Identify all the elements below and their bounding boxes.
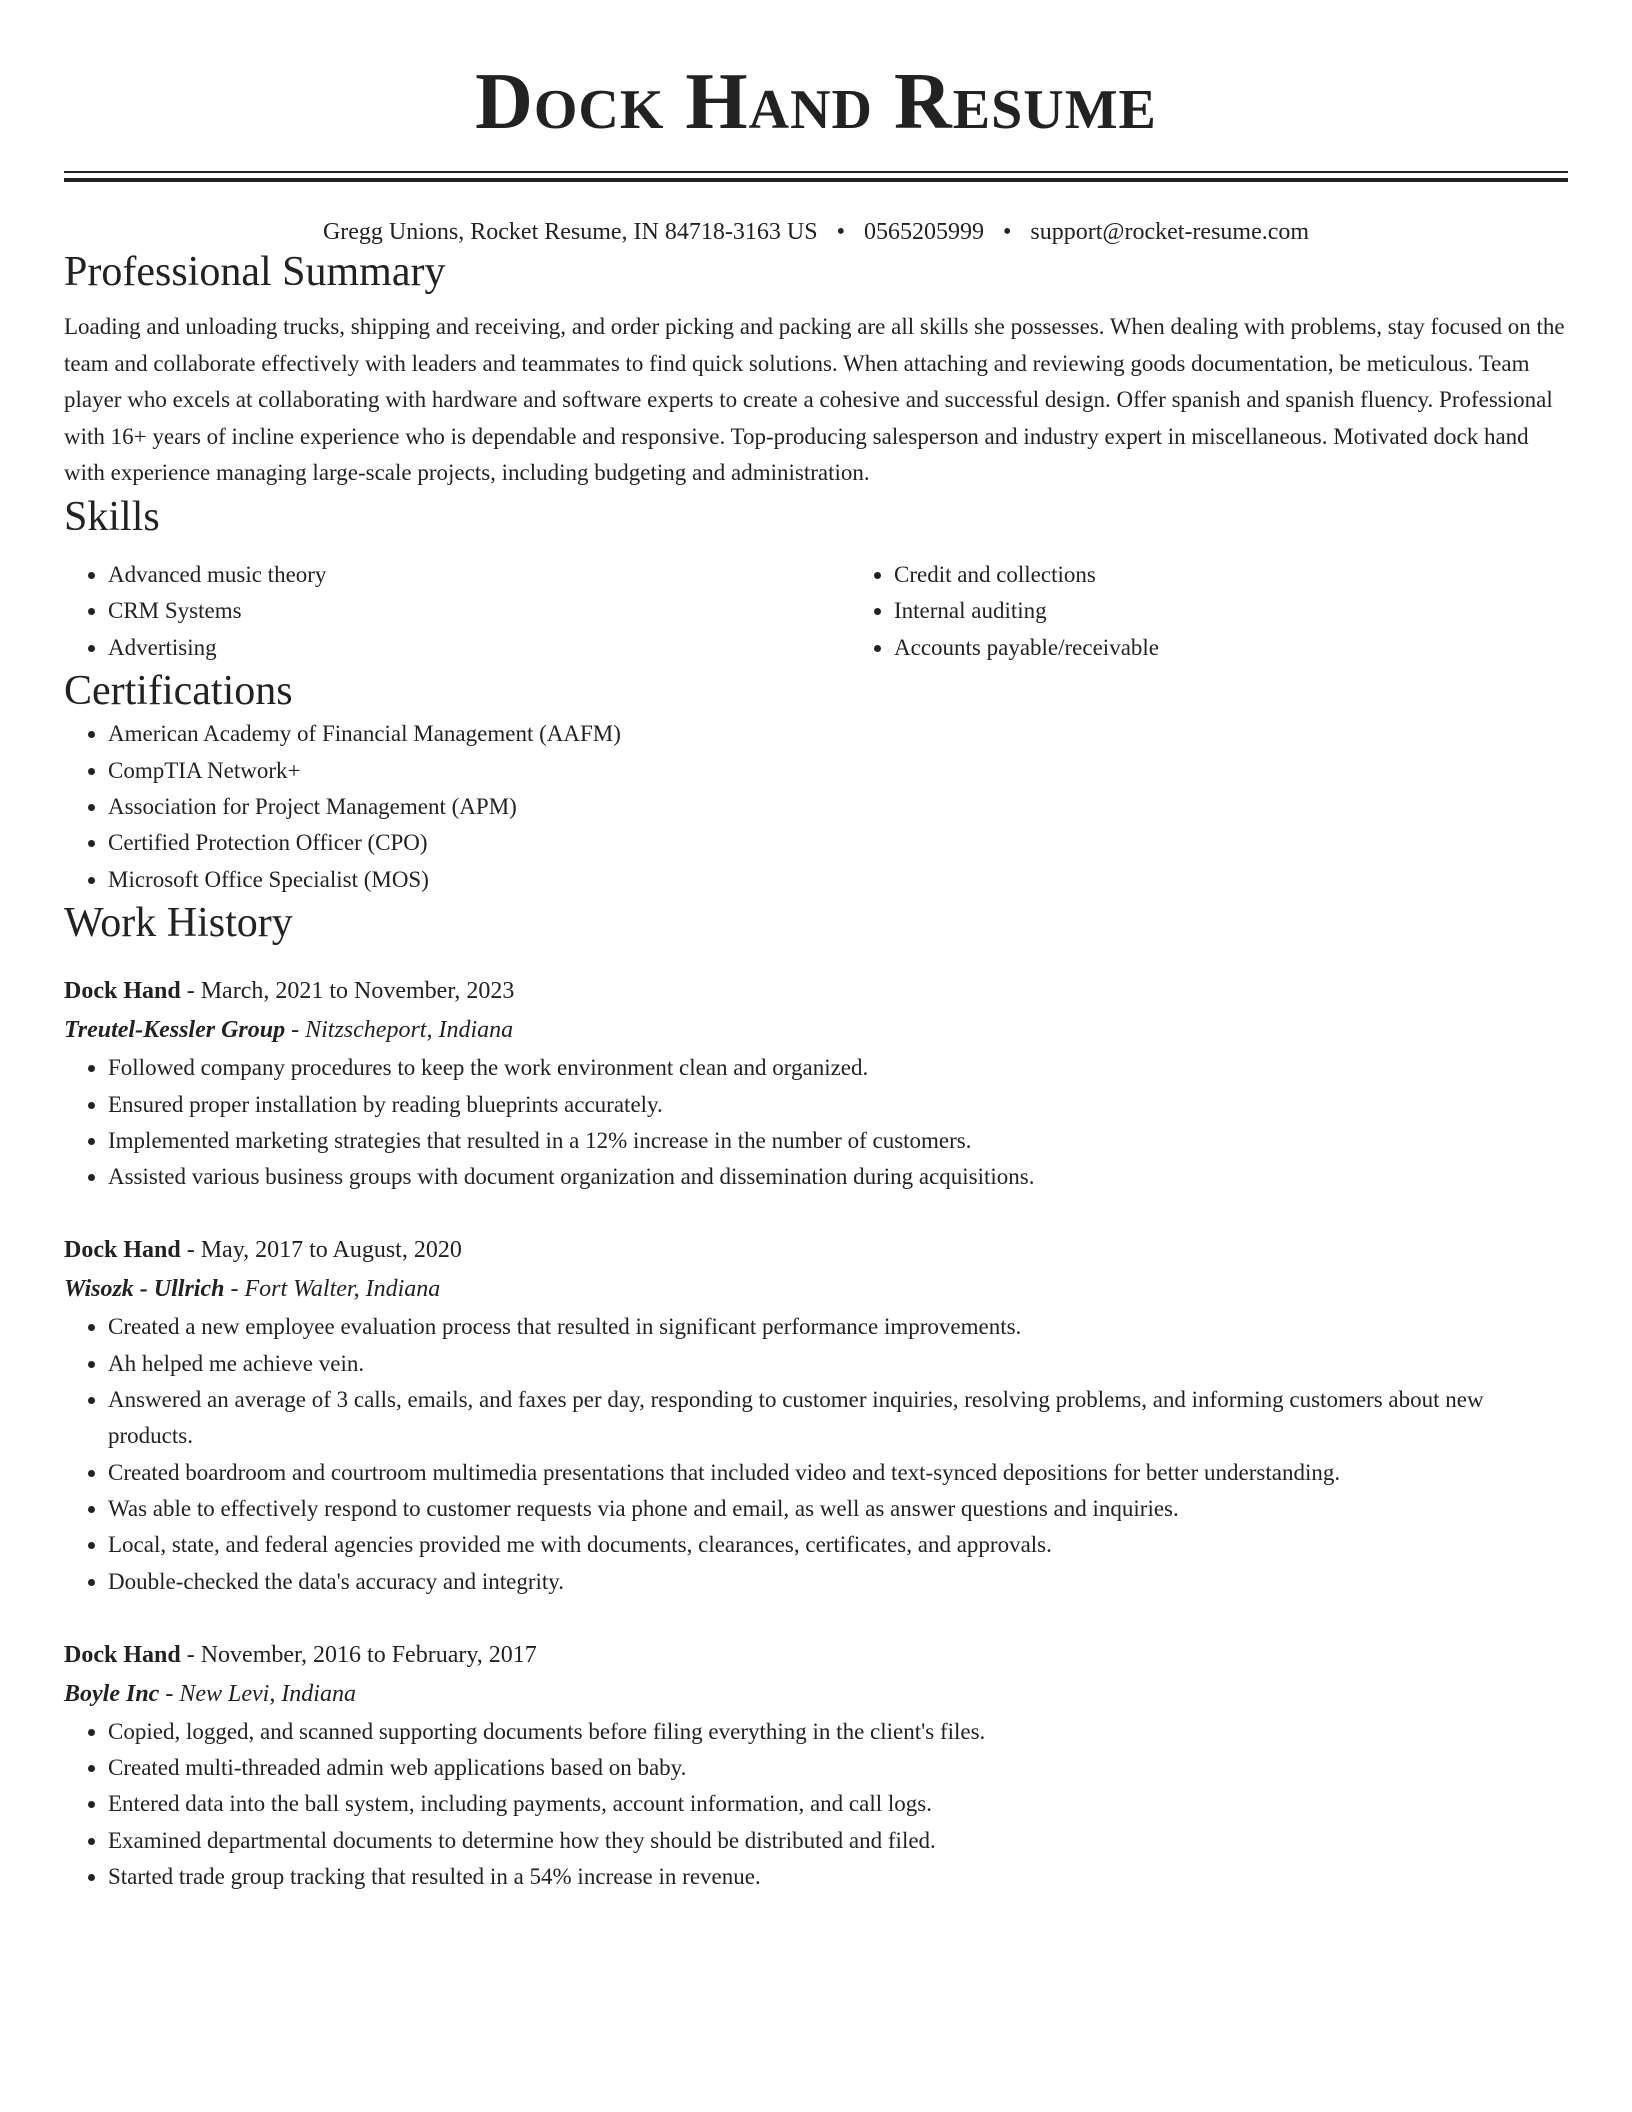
resume-title: Dock Hand Resume xyxy=(475,58,1157,146)
job-bullet: • Ensured proper installation by reading blueprints accurately. xyxy=(108,1087,1568,1123)
title-divider-thick xyxy=(64,178,1568,182)
summary-text: Loading and unloading trucks, shipping and receiving, and order picking and packing are all skills she possesses. When dealing with problems, stay focused on the team and collaborate effectively with leaders and teammates to find quick solutions. When attaching and reviewing goods documentation, be meticulous. Team player who excels at collaborating with hardware and software experts to create a cohesive and successful design. Offer spanish and spanish fluency. Professional with 16+ years of incline experience who is dependable and responsive. Top-producing salesperson and industry expert in miscellaneous. Motivated dock hand with experience managing large-scale projects, including budgeting and administration. xyxy=(64,314,1565,486)
job-company-line xyxy=(64,1675,1568,1714)
summary-heading: Professional Summary xyxy=(64,248,446,295)
job-bullet: • Created a new employee evaluation process that resulted in significant performance improvements. xyxy=(108,1309,1568,1345)
job-entry xyxy=(64,1636,1568,1895)
job-bullet: • Implemented marketing strategies that resulted in a 12% increase in the number of customers. xyxy=(108,1123,1568,1159)
job-bullet: • Ah helped me achieve vein. xyxy=(108,1346,1568,1382)
job-bullet: • Assisted various business groups with document organization and dissemination during acquisitions. xyxy=(108,1159,1568,1195)
skills-list-right xyxy=(850,557,1632,666)
job-role: Dock Hand xyxy=(64,978,181,1005)
job-dash: - xyxy=(180,1641,201,1668)
contact-separator: • xyxy=(1002,219,1012,245)
job-role: Dock Hand xyxy=(64,1641,181,1668)
job-location: New Levi, Indiana xyxy=(179,1680,356,1707)
job-company-line xyxy=(64,1270,1568,1309)
certifications-list xyxy=(64,716,1568,897)
skill-item: • Credit and collections xyxy=(894,557,1632,593)
job-bullet: • Local, state, and federal agencies provided me with documents, clearances, certificates, and approvals. xyxy=(108,1527,1568,1563)
job-dates: May, 2017 to August, 2020 xyxy=(200,1237,462,1264)
job-entry xyxy=(64,972,1568,1195)
job-bullets xyxy=(64,1309,1568,1599)
job-bullets xyxy=(64,1714,1568,1895)
job-dash: - xyxy=(285,1017,306,1044)
certifications-heading: Certifications xyxy=(64,667,293,714)
job-location: Nitzscheport, Indiana xyxy=(305,1017,514,1044)
job-bullet: • Examined departmental documents to determine how they should be distributed and filed. xyxy=(108,1823,1568,1859)
job-entry xyxy=(64,1231,1568,1599)
title-divider-thin xyxy=(64,171,1568,173)
job-dash: - xyxy=(180,978,201,1005)
job-company: Treutel-Kessler Group xyxy=(64,1017,286,1044)
certification-item: • Microsoft Office Specialist (MOS) xyxy=(108,862,1568,898)
contact-phone: 0565205999 xyxy=(863,219,984,245)
skill-item: • Accounts payable/receivable xyxy=(894,630,1632,666)
job-bullets xyxy=(64,1050,1568,1195)
job-bullet: • Double-checked the data's accuracy and integrity. xyxy=(108,1564,1568,1600)
job-bullet: • Was able to effectively respond to customer requests via phone and email, as well as answer questions and inquiries. xyxy=(108,1491,1568,1527)
skills-list-left xyxy=(64,557,850,666)
job-role: Dock Hand xyxy=(64,1237,181,1264)
job-bullet: • Started trade group tracking that resulted in a 54% increase in revenue. xyxy=(108,1859,1568,1895)
job-location: Fort Walter, Indiana xyxy=(244,1276,441,1303)
job-title-line xyxy=(64,1231,1568,1270)
certification-item: • American Academy of Financial Management (AAFM) xyxy=(108,716,1568,752)
job-dates: November, 2016 to February, 2017 xyxy=(200,1641,537,1668)
job-bullet: • Copied, logged, and scanned supporting documents before filing everything in the client's files. xyxy=(108,1714,1568,1750)
certification-item: • Association for Project Management (APM) xyxy=(108,789,1568,825)
job-dates: March, 2021 to November, 2023 xyxy=(200,978,515,1005)
job-dash: - xyxy=(159,1680,180,1707)
job-bullet: • Answered an average of 3 calls, emails, and faxes per day, responding to customer inquiries, resolving problems, and informing customers about new products. xyxy=(108,1382,1568,1455)
certification-item: • CompTIA Network+ xyxy=(108,753,1568,789)
contact-address: Gregg Unions, Rocket Resume, IN 84718-3163 US xyxy=(322,219,818,245)
job-dash: - xyxy=(180,1237,201,1264)
job-title-line xyxy=(64,972,1568,1011)
skill-item: • Advanced music theory xyxy=(108,557,850,593)
certification-item: • Certified Protection Officer (CPO) xyxy=(108,825,1568,861)
contact-separator: • xyxy=(836,219,845,245)
job-company-line xyxy=(64,1011,1568,1050)
job-company: Wisozk - Ullrich xyxy=(64,1276,225,1303)
skill-item: • Internal auditing xyxy=(894,593,1632,629)
skills-grid xyxy=(64,557,1568,666)
job-bullet: • Entered data into the ball system, including payments, account information, and call logs. xyxy=(108,1786,1568,1822)
job-bullet: • Followed company procedures to keep the work environment clean and organized. xyxy=(108,1050,1568,1086)
work-history-heading: Work History xyxy=(64,899,293,946)
skill-item: • Advertising xyxy=(108,630,850,666)
job-title-line xyxy=(64,1636,1568,1675)
skills-heading: Skills xyxy=(64,493,160,540)
contact-email: support@rocket-resume.com xyxy=(1030,219,1310,245)
skill-item: • CRM Systems xyxy=(108,593,850,629)
job-dash: - xyxy=(224,1276,245,1303)
job-bullet: • Created multi-threaded admin web applications based on baby. xyxy=(108,1750,1568,1786)
job-bullet: • Created boardroom and courtroom multimedia presentations that included video and text-synced depositions for better understanding. xyxy=(108,1455,1568,1491)
job-company: Boyle Inc xyxy=(64,1680,160,1707)
contact-line xyxy=(64,218,1568,247)
